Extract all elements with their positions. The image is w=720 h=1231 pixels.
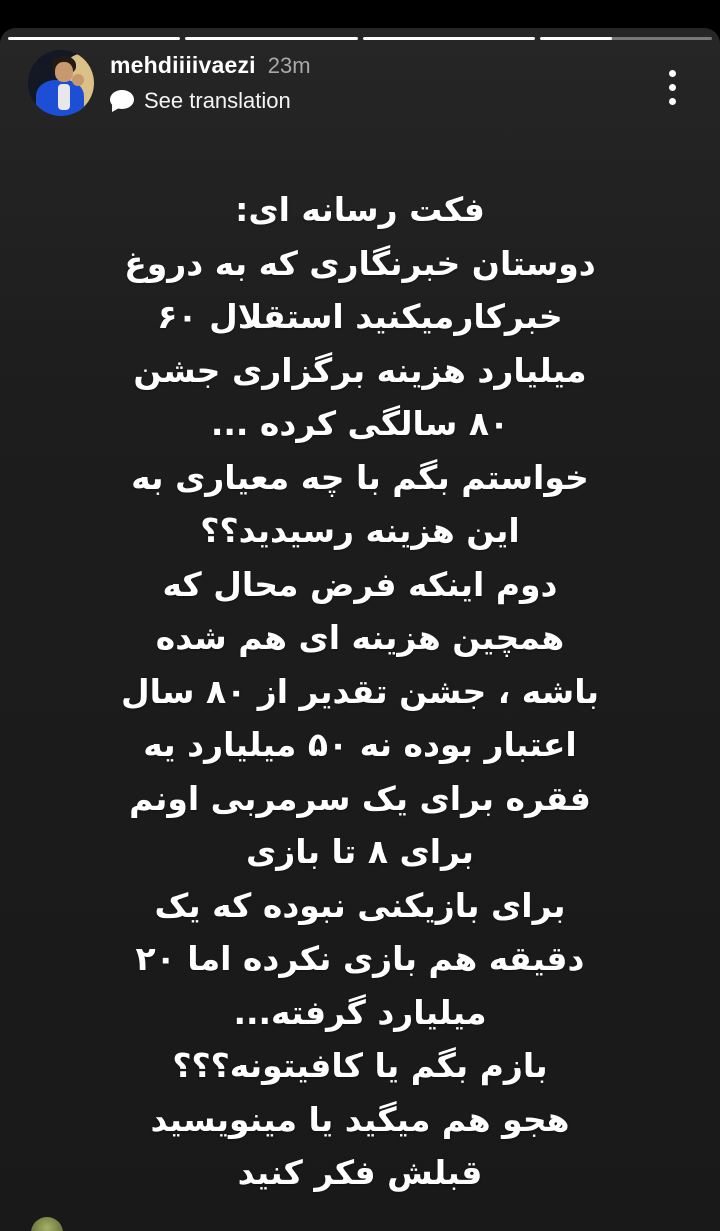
story-text-line: فقره برای یک سرمربی اونم (129, 778, 591, 818)
story-text-line: ۸۰ سالگی کرده ... (210, 404, 510, 443)
see-translation-button[interactable] (110, 88, 311, 114)
story-text-line: دوستان خبرنگاری که به دروغ (124, 243, 596, 283)
story-text-line: قبلش فکر کنید (237, 1153, 483, 1192)
story-progress (8, 37, 712, 40)
username[interactable]: mehdiiiivaezi (110, 52, 256, 78)
story-text-line: این هزینه رسیدید؟؟ (200, 511, 520, 550)
story-text-line: دقیقه هم بازی نکرده اما ۲۰ (135, 939, 585, 978)
story-text-line: خبرکارمیکنید استقلال ۶۰ (157, 297, 563, 336)
avatar-hand (72, 74, 84, 86)
story-text-line: دوم اینکه فرض محال که (162, 564, 558, 604)
story-text-line: برای بازیکنی نبوده که یک (154, 885, 566, 925)
story-text-line: میلیارد گرفته... (233, 992, 487, 1032)
progress-segment (363, 37, 535, 40)
story-text-line: باشه ، جشن تقدیر از ۸۰ سال (121, 671, 599, 711)
progress-segment (8, 37, 180, 40)
story-text-line: خواستم بگم با چه معیاری به (131, 457, 589, 497)
story-text (24, 183, 696, 1200)
profile-avatar[interactable] (28, 50, 94, 116)
story-text-line: بازم بگم یا کافیتونه؟؟؟ (172, 1046, 548, 1085)
avatar-face (55, 62, 73, 82)
progress-segment (540, 37, 712, 40)
story-header (28, 50, 700, 116)
story-text-line: فکت رسانه ای: (235, 190, 485, 229)
story-viewport[interactable] (0, 28, 720, 1231)
story-timestamp: 23m (267, 53, 311, 78)
see-translation-label: See translation (144, 88, 291, 113)
progress-segment (185, 37, 357, 40)
story-text-line: اعتبار بوده نه ۵۰ میلیارد یه (143, 725, 577, 764)
story-text-line: برای ۸ تا بازی (246, 832, 474, 871)
avatar-shirt (58, 84, 70, 110)
story-text-line: همچین هزینه ای هم شده (155, 618, 565, 657)
bottom-peek-avatar[interactable] (31, 1217, 63, 1231)
header-text (110, 50, 311, 116)
story-text-line: هجو هم میگید یا مینویسید (150, 1099, 570, 1139)
translation-bubble-icon (110, 90, 134, 112)
story-options-menu-icon[interactable] (665, 66, 680, 109)
story-text-line: میلیارد هزینه برگزاری جشن (133, 350, 587, 390)
